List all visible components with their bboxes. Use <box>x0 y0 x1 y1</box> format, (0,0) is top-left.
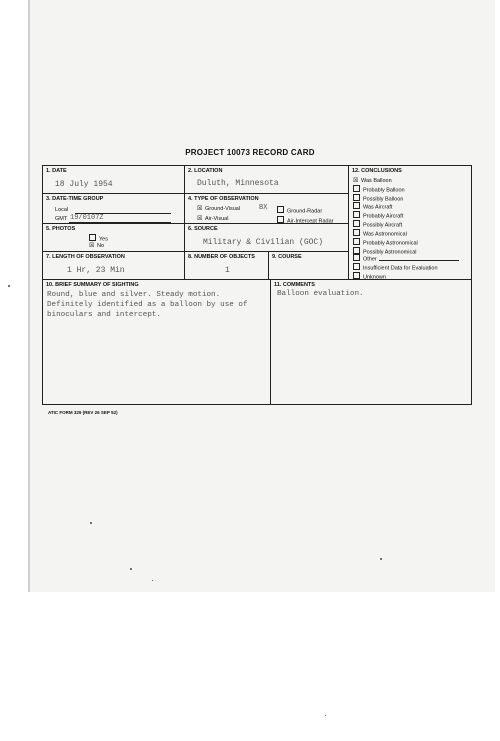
comments-value: Balloon evaluation. <box>277 290 364 298</box>
date-value: 18 July 1954 <box>55 180 113 189</box>
photos-no-option <box>89 243 104 249</box>
conclusion-was-astronomical <box>353 229 418 238</box>
checked-box-icon: ☒ <box>353 178 359 184</box>
card-title: PROJECT 10073 RECORD CARD <box>185 148 315 157</box>
insufficient-text: Insufficient Data for Evaluation <box>363 265 438 272</box>
type-label: 4. TYPE OF OBSERVATION <box>188 196 259 202</box>
photos-yes-text: Yes <box>99 236 108 243</box>
checkbox-icon <box>353 238 360 245</box>
air-visual-option <box>197 216 228 222</box>
possibly-astronomical-text: Possibly Astronomical <box>363 249 417 256</box>
record-card <box>42 165 472 405</box>
number-of-objects-cell <box>185 252 269 280</box>
number-value: 1 <box>225 266 230 275</box>
probably-balloon-text: Probably Balloon <box>363 187 405 194</box>
unknown-text: Unknown <box>363 274 386 281</box>
scan-speck <box>90 522 92 524</box>
date-cell <box>43 166 185 194</box>
source-value: Military & Civilian (GOC) <box>203 238 324 247</box>
ground-visual-text: Ground-Visual <box>205 206 241 212</box>
conclusion-was-balloon <box>353 178 405 185</box>
crossed-box-icon: ☒ <box>197 216 203 222</box>
conclusion-insufficient-data <box>353 263 459 272</box>
local-label: Local <box>55 207 69 213</box>
checked-box-icon: ☒ <box>89 243 95 249</box>
brief-summary-cell <box>43 280 271 405</box>
type-of-observation-cell <box>185 194 349 224</box>
checkbox-icon <box>89 234 96 241</box>
checkbox-icon <box>353 194 360 201</box>
length-cell <box>43 252 185 280</box>
date-time-group-cell <box>43 194 185 224</box>
location-cell <box>185 166 349 194</box>
summary-line: Definitely identified as a balloon by use of <box>47 301 248 309</box>
conclusion-probably-balloon <box>353 185 405 194</box>
checkbox-icon <box>353 220 360 227</box>
checkbox-icon <box>353 254 360 261</box>
gmt-line <box>69 222 171 223</box>
checkbox-icon <box>353 211 360 218</box>
was-aircraft-text: Was Aircraft <box>363 204 393 211</box>
conclusions-group-balloon <box>353 178 405 203</box>
was-balloon-text: Was Balloon <box>361 178 392 184</box>
dtg-label: 3. DATE-TIME GROUP <box>46 196 104 202</box>
summary-label: 10. BRIEF SUMMARY OF SIGHTING <box>46 282 139 288</box>
probably-astronomical-text: Probably Astronomical <box>363 240 418 247</box>
ground-visual-mark: BX <box>259 204 268 212</box>
conclusion-possibly-aircraft <box>353 220 403 229</box>
was-astronomical-text: Was Astronomical <box>363 231 407 238</box>
possibly-aircraft-text: Possibly Aircraft <box>363 222 403 229</box>
length-value: 1 Hr, 23 Min <box>67 266 125 275</box>
checkbox-icon <box>353 202 360 209</box>
conclusion-probably-astronomical <box>353 238 418 247</box>
comments-cell <box>271 280 472 405</box>
checkbox-icon <box>353 263 360 270</box>
probably-aircraft-text: Probably Aircraft <box>363 213 404 220</box>
scan-speck <box>8 285 10 287</box>
photos-yes-option <box>89 234 108 243</box>
gmt-value: 19/0107Z <box>70 214 104 222</box>
conclusions-cell <box>349 166 472 280</box>
scan-speck <box>380 558 382 560</box>
conclusions-group-astronomical <box>353 229 418 256</box>
scan-speck <box>152 580 153 581</box>
air-intercept-text: Air-Intercept Radar <box>287 218 334 225</box>
conclusions-group-other <box>353 254 459 281</box>
checkbox-icon <box>277 206 284 213</box>
location-label: 2. LOCATION <box>188 168 223 174</box>
comments-label: 11. COMMENTS <box>274 282 315 288</box>
summary-text <box>47 290 248 320</box>
ground-radar-text: Ground-Radar <box>287 208 323 215</box>
summary-line: binoculars and intercept. <box>47 311 161 319</box>
other-line <box>379 260 459 261</box>
date-label: 1. DATE <box>46 168 67 174</box>
checked-box-icon: ☒ <box>197 206 203 212</box>
ground-visual-option <box>197 206 240 212</box>
conclusion-other <box>353 254 459 263</box>
checkbox-icon <box>353 185 360 192</box>
air-visual-text: Air-Visual <box>205 216 229 222</box>
checkbox-icon <box>277 216 284 223</box>
ground-radar-option <box>277 206 322 215</box>
form-number: ATIC FORM 329 (REV 26 SEP 52) <box>48 410 118 415</box>
scan-speck <box>130 568 132 570</box>
source-label: 6. SOURCE <box>188 226 218 232</box>
checkbox-icon <box>353 272 360 279</box>
photos-no-text: No <box>97 243 105 249</box>
course-cell <box>269 252 349 280</box>
conclusions-group-aircraft <box>353 202 403 229</box>
page-bottom-margin <box>0 592 500 741</box>
conclusion-was-aircraft <box>353 202 403 211</box>
possibly-balloon-text: Possibly Balloon <box>363 196 404 203</box>
photos-cell <box>43 224 185 252</box>
course-label: 9. COURSE <box>272 254 302 260</box>
source-cell <box>185 224 349 252</box>
length-label: 7. LENGTH OF OBSERVATION <box>46 254 125 260</box>
summary-line: Round, blue and silver. Steady motion. <box>47 291 221 299</box>
conclusions-label: 12. CONCLUSIONS <box>352 168 402 174</box>
location-value: Duluth, Minnesota <box>197 179 279 188</box>
photos-label: 5. PHOTOS <box>46 226 76 232</box>
other-text: Other <box>363 256 377 263</box>
conclusion-probably-aircraft <box>353 211 403 220</box>
checkbox-icon <box>353 229 360 236</box>
gmt-label: GMT <box>55 216 68 222</box>
scan-speck <box>325 715 326 716</box>
number-label: 8. NUMBER OF OBJECTS <box>188 254 255 260</box>
